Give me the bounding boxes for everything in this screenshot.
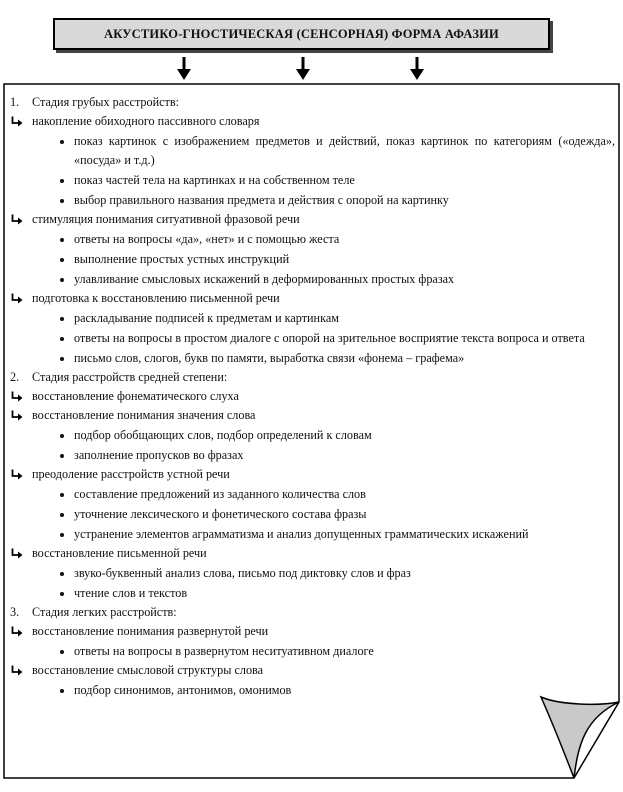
- subgroup-heading: [10, 622, 615, 641]
- subgroup-label: восстановление письменной речи: [32, 546, 207, 560]
- bullet-dot: [60, 454, 64, 458]
- subgroup-label: накопление обиходного пассивного словаря: [32, 114, 260, 128]
- list-item: [10, 505, 615, 524]
- subgroup-label: восстановление фонематического слуха: [32, 389, 239, 403]
- list-item: [10, 230, 615, 249]
- stage-heading: [10, 603, 615, 622]
- subgroup-heading: [10, 210, 615, 229]
- subgroup-heading: [10, 544, 615, 563]
- bullet-dot: [60, 258, 64, 262]
- list-item-text: ответы на вопросы в развернутом неситуативном диалоге: [74, 644, 374, 658]
- bullet-dot: [60, 689, 64, 693]
- list-item: [10, 642, 615, 661]
- list-item-text: письмо слов, слогов, букв по памяти, выработка связи «фонема – графема»: [74, 351, 465, 365]
- list-item: [10, 426, 615, 445]
- list-item: [10, 681, 615, 700]
- subgroup-label: восстановление смысловой структуры слова: [32, 663, 264, 677]
- list-item-text: ответы на вопросы «да», «нет» и с помощью жеста: [74, 232, 340, 246]
- list-item: [10, 270, 615, 289]
- bullet-dot: [60, 278, 64, 282]
- subgroup-label: восстановление понимания развернутой речи: [32, 624, 269, 638]
- list-item-text: чтение слов и текстов: [74, 586, 188, 600]
- hook-arrow-icon: [11, 665, 23, 676]
- list-item: [10, 485, 615, 504]
- bullet-dot: [60, 140, 64, 144]
- hook-arrow-icon: [11, 293, 23, 304]
- stage-label: Стадия грубых расстройств:: [32, 95, 180, 109]
- subgroup-heading: [10, 387, 615, 406]
- list-item-text: улавливание смысловых искажений в деформированных простых фразах: [74, 272, 455, 286]
- bullet-dot: [60, 357, 64, 361]
- subgroup-label: подготовка к восстановлению письменной речи: [32, 291, 280, 305]
- list-item: [10, 525, 615, 544]
- list-item: [10, 309, 615, 328]
- list-item-text: выполнение простых устных инструкций: [74, 252, 290, 266]
- subgroup-heading: [10, 465, 615, 484]
- hook-arrow-icon: [11, 548, 23, 559]
- stages-list: [10, 93, 615, 700]
- hook-arrow-icon: [11, 410, 23, 421]
- list-item-text: устранение элементов аграмматизма и анализ допущенных грамматических искажений: [74, 527, 529, 541]
- list-item: [10, 132, 615, 170]
- stage-heading: [10, 368, 615, 387]
- stage-number: 1.: [10, 95, 20, 109]
- stage-number: 3.: [10, 605, 20, 619]
- list-item-text: подбор синонимов, антонимов, омонимов: [74, 683, 292, 697]
- subgroup-label: стимуляция понимания ситуативной фразовой речи: [32, 212, 300, 226]
- subgroup-heading: [10, 406, 615, 425]
- stage-heading: [10, 93, 615, 112]
- bullet-dot: [60, 434, 64, 438]
- list-item: [10, 564, 615, 583]
- list-item-text: звуко-буквенный анализ слова, письмо под диктовку слов и фраз: [74, 566, 411, 580]
- list-item-text: уточнение лексического и фонетического состава фразы: [74, 507, 367, 521]
- bullet-dot: [60, 592, 64, 596]
- subgroup-heading: [10, 112, 615, 131]
- list-item-text: ответы на вопросы в простом диалоге с опорой на зрительное восприятие текста вопроса и ответа: [74, 331, 585, 345]
- list-item: [10, 329, 615, 348]
- bullet-dot: [60, 199, 64, 203]
- bullet-dot: [60, 337, 64, 341]
- hook-arrow-icon: [11, 214, 23, 225]
- list-item-text: составление предложений из заданного количества слов: [74, 487, 366, 501]
- list-item: [10, 446, 615, 465]
- subgroup-heading: [10, 289, 615, 308]
- subgroup-label: преодоление расстройств устной речи: [32, 467, 230, 481]
- hook-arrow-icon: [11, 469, 23, 480]
- list-item-text: показ картинок с изображением предметов и действий, показ картинок по категориям («одежда», «посуда» и т.д.): [74, 134, 615, 167]
- list-item: [10, 171, 615, 190]
- bullet-dot: [60, 572, 64, 576]
- down-arrow-icon: [409, 57, 425, 81]
- hook-arrow-icon: [11, 116, 23, 127]
- down-arrow-icon: [295, 57, 311, 81]
- bullet-dot: [60, 238, 64, 242]
- bullet-dot: [60, 533, 64, 537]
- stage-label: Стадия расстройств средней степени:: [32, 370, 228, 384]
- bullet-dot: [60, 513, 64, 517]
- list-item: [10, 250, 615, 269]
- hook-arrow-icon: [11, 626, 23, 637]
- down-arrow-icon: [176, 57, 192, 81]
- list-item-text: раскладывание подписей к предметам и картинкам: [74, 311, 339, 325]
- stage-label: Стадия легких расстройств:: [32, 605, 177, 619]
- list-item: [10, 191, 615, 210]
- list-item-text: выбор правильного названия предмета и действия с опорой на картинку: [74, 193, 449, 207]
- bullet-dot: [60, 493, 64, 497]
- hook-arrow-icon: [11, 391, 23, 402]
- list-item: [10, 349, 615, 368]
- subgroup-label: восстановление понимания значения слова: [32, 408, 256, 422]
- diagram-title: АКУСТИКО-ГНОСТИЧЕСКАЯ (СЕНСОРНАЯ) ФОРМА АФАЗИИ: [53, 18, 550, 50]
- list-item-text: заполнение пропусков во фразах: [74, 448, 244, 462]
- bullet-dot: [60, 179, 64, 183]
- bullet-dot: [60, 317, 64, 321]
- stage-number: 2.: [10, 370, 20, 384]
- subgroup-heading: [10, 661, 615, 680]
- list-item-text: показ частей тела на картинках и на собственном теле: [74, 173, 355, 187]
- bullet-dot: [60, 650, 64, 654]
- list-item-text: подбор обобщающих слов, подбор определений к словам: [74, 428, 372, 442]
- list-item: [10, 584, 615, 603]
